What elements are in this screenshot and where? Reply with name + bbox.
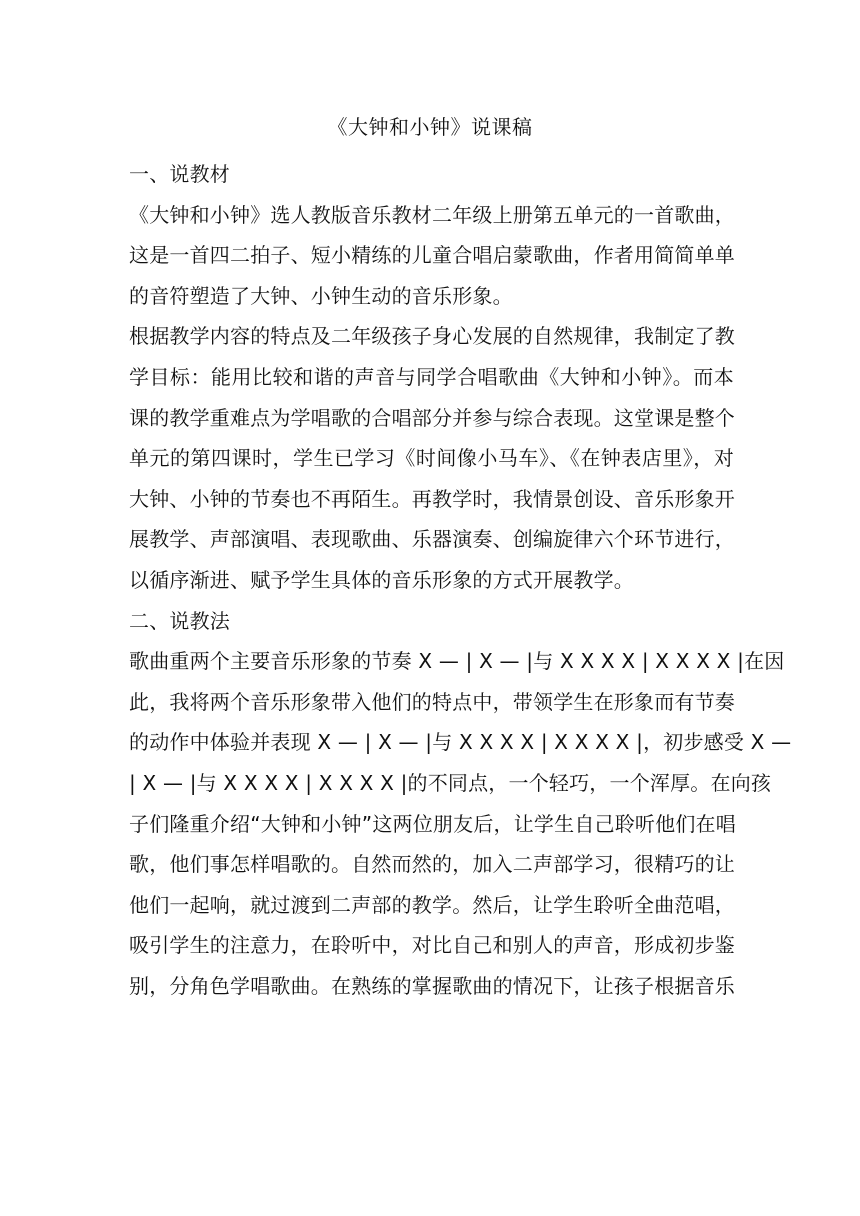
paragraph-line: | X — |与 X X X X | X X X X |的不同点，一个轻巧，一个浑厚。在向孩 (129, 770, 772, 795)
paragraph-line: 以循序渐进、赋予学生具体的音乐形象的方式开展教学。 (129, 567, 634, 592)
paragraph-line: 吸引学生的注意力，在聆听中，对比自己和别人的声音，形成初步鉴 (129, 933, 735, 958)
section-heading-method: 二、说教法 (129, 608, 230, 633)
paragraph-line: 的音符塑造了大钟、小钟生动的音乐形象。 (129, 283, 513, 308)
paragraph-line: 学目标：能用比较和谐的声音与同学合唱歌曲《大钟和小钟》。而本 (129, 364, 734, 389)
paragraph-line: 单元的第四课时，学生已学习《时间像小马车》、《在钟表店里》，对 (129, 446, 734, 471)
paragraph-line: 这是一首四二拍子、短小精练的儿童合唱启蒙歌曲，作者用简简单单 (129, 243, 735, 268)
paragraph-line: 此，我将两个音乐形象带入他们的特点中，带领学生在形象而有节奏 (129, 689, 735, 714)
paragraph-line: 课的教学重难点为学唱歌的合唱部分并参与综合表现。这堂课是整个 (129, 405, 735, 430)
paragraph-line: 根据教学内容的特点及二年级孩子身心发展的自然规律，我制定了教 (129, 324, 735, 349)
document-title: 《大钟和小钟》说课稿 (327, 115, 533, 139)
paragraph-line: 《大钟和小钟》选人教版音乐教材二年级上册第五单元的一首歌曲， (129, 202, 735, 227)
paragraph-line: 他们一起响，就过渡到二声部的教学。然后，让学生聆听全曲范唱， (129, 892, 735, 917)
paragraph-line: 别，分角色学唱歌曲。在熟练的掌握歌曲的情况下，让孩子根据音乐 (129, 973, 735, 998)
paragraph-line: 的动作中体验并表现 X — | X — |与 X X X X | X X X X |，初步感受 X — (129, 730, 792, 755)
section-heading-textbook: 一、说教材 (129, 162, 230, 186)
paragraph-line: 子们隆重介绍“大钟和小钟”这两位朋友后，让学生自己聆听他们在唱 (129, 811, 736, 836)
paragraph-line: 歌，他们事怎样唱歌的。自然而然的，加入二声部学习，很精巧的让 (129, 852, 735, 877)
document-body (129, 154, 792, 1006)
paragraph-line: 大钟、小钟的节奏也不再陌生。再教学时，我情景创设、音乐形象开 (129, 486, 735, 511)
paragraph-line: 歌曲重两个主要音乐形象的节奏 X — | X — |与 X X X X | X X X X |在因 (129, 649, 785, 674)
paragraph-line: 展教学、声部演唱、表现歌曲、乐器演奏、创编旋律六个环节进行， (129, 527, 735, 552)
